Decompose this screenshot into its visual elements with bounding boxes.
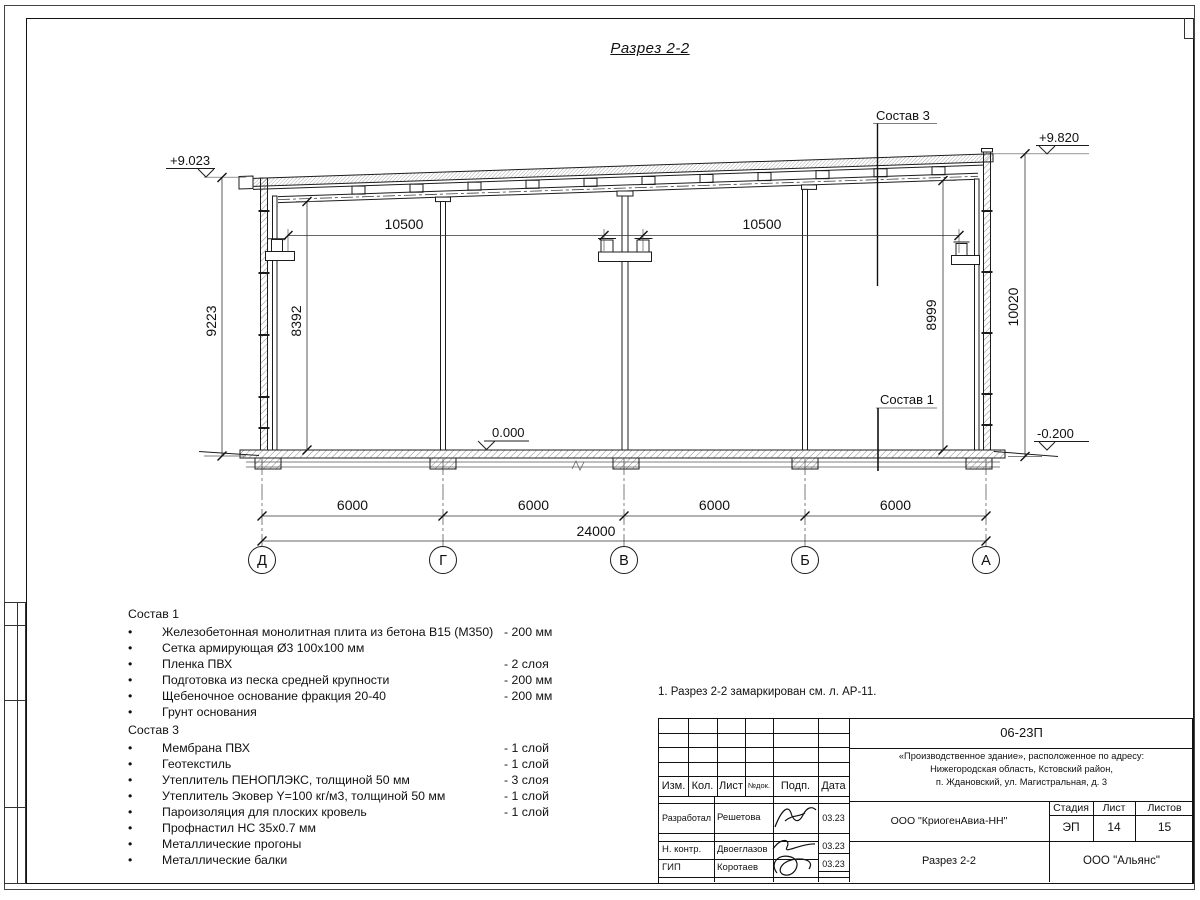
bullet: • <box>128 821 133 836</box>
item-name: Металлические прогоны <box>162 837 302 852</box>
bullet: • <box>128 673 133 688</box>
col-izm: Изм. <box>661 779 686 792</box>
bullet: • <box>128 657 133 672</box>
row-name: Коротаев <box>717 861 759 873</box>
item-qty: - 1 слой <box>504 756 549 771</box>
org-name: ООО "Альянс" <box>1083 854 1160 867</box>
item-qty <box>504 820 570 836</box>
left-strip-line <box>4 625 26 626</box>
elevation-right-top: +9.820 <box>1039 130 1080 145</box>
bullet: • <box>128 689 133 704</box>
row-name: Двоеглазов <box>717 843 768 855</box>
item-name: Мембрана ПВХ <box>162 740 251 755</box>
list-item <box>128 852 570 868</box>
row-role: Разработал <box>662 812 711 823</box>
dim-bay-4: 6000 <box>879 497 912 513</box>
elevation-left-top: +9.023 <box>170 153 211 168</box>
sostav1-label: Состав 1 <box>880 392 934 407</box>
item-name: Профнастил НС 35х0.7 мм <box>162 821 316 836</box>
right-wall-cap <box>982 149 993 153</box>
col-ndok: №док. <box>748 780 770 790</box>
item-name: Утеплитель ПЕНОПЛЭКС, толщиной 50 мм <box>162 772 410 787</box>
bullet: • <box>128 853 133 868</box>
item-qty <box>504 836 570 852</box>
dim-bay-1: 6000 <box>336 497 369 513</box>
item-qty: - 200 мм <box>504 689 553 704</box>
item-name: Геотекстиль <box>162 756 232 771</box>
doc-number: 06-23П <box>1000 725 1043 741</box>
row-role: Н. контр. <box>662 843 702 855</box>
list-item <box>128 688 570 704</box>
list-item <box>128 704 570 720</box>
title-block <box>658 718 1193 884</box>
project-line: п. Ждановский, ул. Магистральная, д. 3 <box>935 777 1108 787</box>
row-date: 03.23 <box>822 841 845 852</box>
sostav3-title: Состав 3 <box>128 722 179 737</box>
elevation-floor: 0.000 <box>492 425 525 440</box>
axis-label: А <box>981 553 991 569</box>
bullet: • <box>128 740 133 755</box>
section-title: Разрез 2-2 <box>610 40 690 57</box>
stage-label: Стадия <box>1053 801 1089 814</box>
project-line: Нижегородская область, Кстовский район, <box>930 764 1113 774</box>
list-item <box>128 672 570 688</box>
item-name: Щебеночное основание фракция 20-40 <box>162 689 387 704</box>
elevation-ground: -0.200 <box>1037 426 1074 441</box>
bullet: • <box>128 788 133 803</box>
project-description <box>849 750 1194 789</box>
left-strip-line <box>4 700 26 701</box>
drawing-name: Разрез 2-2 <box>921 855 976 868</box>
item-qty <box>504 640 570 656</box>
sheet-label: Лист <box>1102 801 1126 814</box>
bullet: • <box>128 625 133 639</box>
dim-right-outer: 10020 <box>1005 287 1021 327</box>
note-text: 1. Разрез 2-2 замаркирован см. л. АР-11. <box>658 686 877 698</box>
list-item <box>128 624 570 640</box>
item-name: Сетка армирующая Ø3 100х100 мм <box>162 641 365 656</box>
row-name: Решетова <box>717 811 761 823</box>
list-item <box>128 836 570 852</box>
item-qty: - 3 слоя <box>504 772 549 787</box>
list-item <box>128 740 570 756</box>
col-list: Лист <box>719 779 743 792</box>
list-item <box>128 756 570 772</box>
project-line: «Производственное здание», расположенное по адресу: <box>898 751 1145 761</box>
dim-crane-1: 10500 <box>384 216 424 232</box>
col-data: Дата <box>821 779 846 792</box>
bullet: • <box>128 804 133 819</box>
col-kol: Кол. <box>691 779 714 792</box>
item-qty: - 1 слой <box>504 788 549 803</box>
left-wall-panel <box>261 178 268 450</box>
dim-left-outer: 9223 <box>203 305 219 337</box>
item-name: Пленка ПВХ <box>162 657 233 672</box>
axis-label: В <box>619 553 629 569</box>
row-role: ГИП <box>662 861 681 873</box>
left-strip-divider <box>17 602 18 884</box>
list-item <box>128 820 570 836</box>
sheets-value: 15 <box>1157 820 1172 835</box>
list-item <box>128 788 570 804</box>
right-wall-column <box>975 179 980 450</box>
item-qty <box>504 852 570 868</box>
dim-right-inner: 8999 <box>923 299 939 331</box>
item-qty: - 1 слой <box>504 804 549 819</box>
bullet: • <box>128 756 133 771</box>
company-name: ООО "КриогенАвиа-НН" <box>890 814 1008 827</box>
sheets-label: Листов <box>1147 801 1182 814</box>
dim-bay-2: 6000 <box>517 497 550 513</box>
bullet: • <box>128 837 133 852</box>
sheet-value: 14 <box>1107 820 1121 835</box>
left-strip-box <box>4 602 26 884</box>
bullet: • <box>128 641 133 656</box>
dim-total: 24000 <box>576 523 616 539</box>
col-podp: Подп. <box>780 779 811 792</box>
signature <box>765 835 821 883</box>
stage-value: ЭП <box>1062 820 1080 835</box>
sostav1-title: Состав 1 <box>128 607 179 621</box>
list-item <box>128 656 570 672</box>
item-qty: - 200 мм <box>504 673 553 688</box>
list-item <box>128 772 570 788</box>
row-date: 03.23 <box>822 812 845 823</box>
left-wall-column <box>273 196 278 450</box>
item-qty <box>504 704 570 720</box>
left-strip-line <box>4 807 26 808</box>
item-name: Подготовка из песка средней крупности <box>162 673 390 688</box>
item-name: Пароизоляция для плоских кровель <box>162 804 367 819</box>
axis-label: Д <box>257 553 267 569</box>
item-name: Утеплитель Эковер Y=100 кг/м3, толщиной 50 мм <box>162 788 446 803</box>
list-item <box>128 804 570 820</box>
bullet: • <box>128 705 133 720</box>
axis-bubbles <box>249 547 1000 574</box>
list-item <box>128 640 570 656</box>
dim-bay-3: 6000 <box>698 497 731 513</box>
row-date: 03.23 <box>822 859 845 870</box>
item-qty: - 200 мм <box>504 625 553 639</box>
item-name: Металлические балки <box>162 853 288 868</box>
dim-left-inner: 8392 <box>288 305 304 337</box>
axis-lines <box>262 459 986 547</box>
right-wall-panel <box>984 152 991 451</box>
item-name: Железобетонная монолитная плита из бетона В15 (М350) <box>162 625 494 639</box>
axis-label: Б <box>800 553 810 569</box>
sostav3-label: Состав 3 <box>876 108 930 123</box>
item-name: Грунт основания <box>162 705 257 720</box>
signature <box>771 801 819 835</box>
composition-lists <box>128 606 570 868</box>
axis-label: Г <box>439 553 447 569</box>
bullet: • <box>128 772 133 787</box>
item-qty: - 1 слой <box>504 740 549 755</box>
item-qty: - 2 слоя <box>504 657 549 672</box>
roof <box>239 154 993 203</box>
dim-crane-2: 10500 <box>742 216 782 232</box>
